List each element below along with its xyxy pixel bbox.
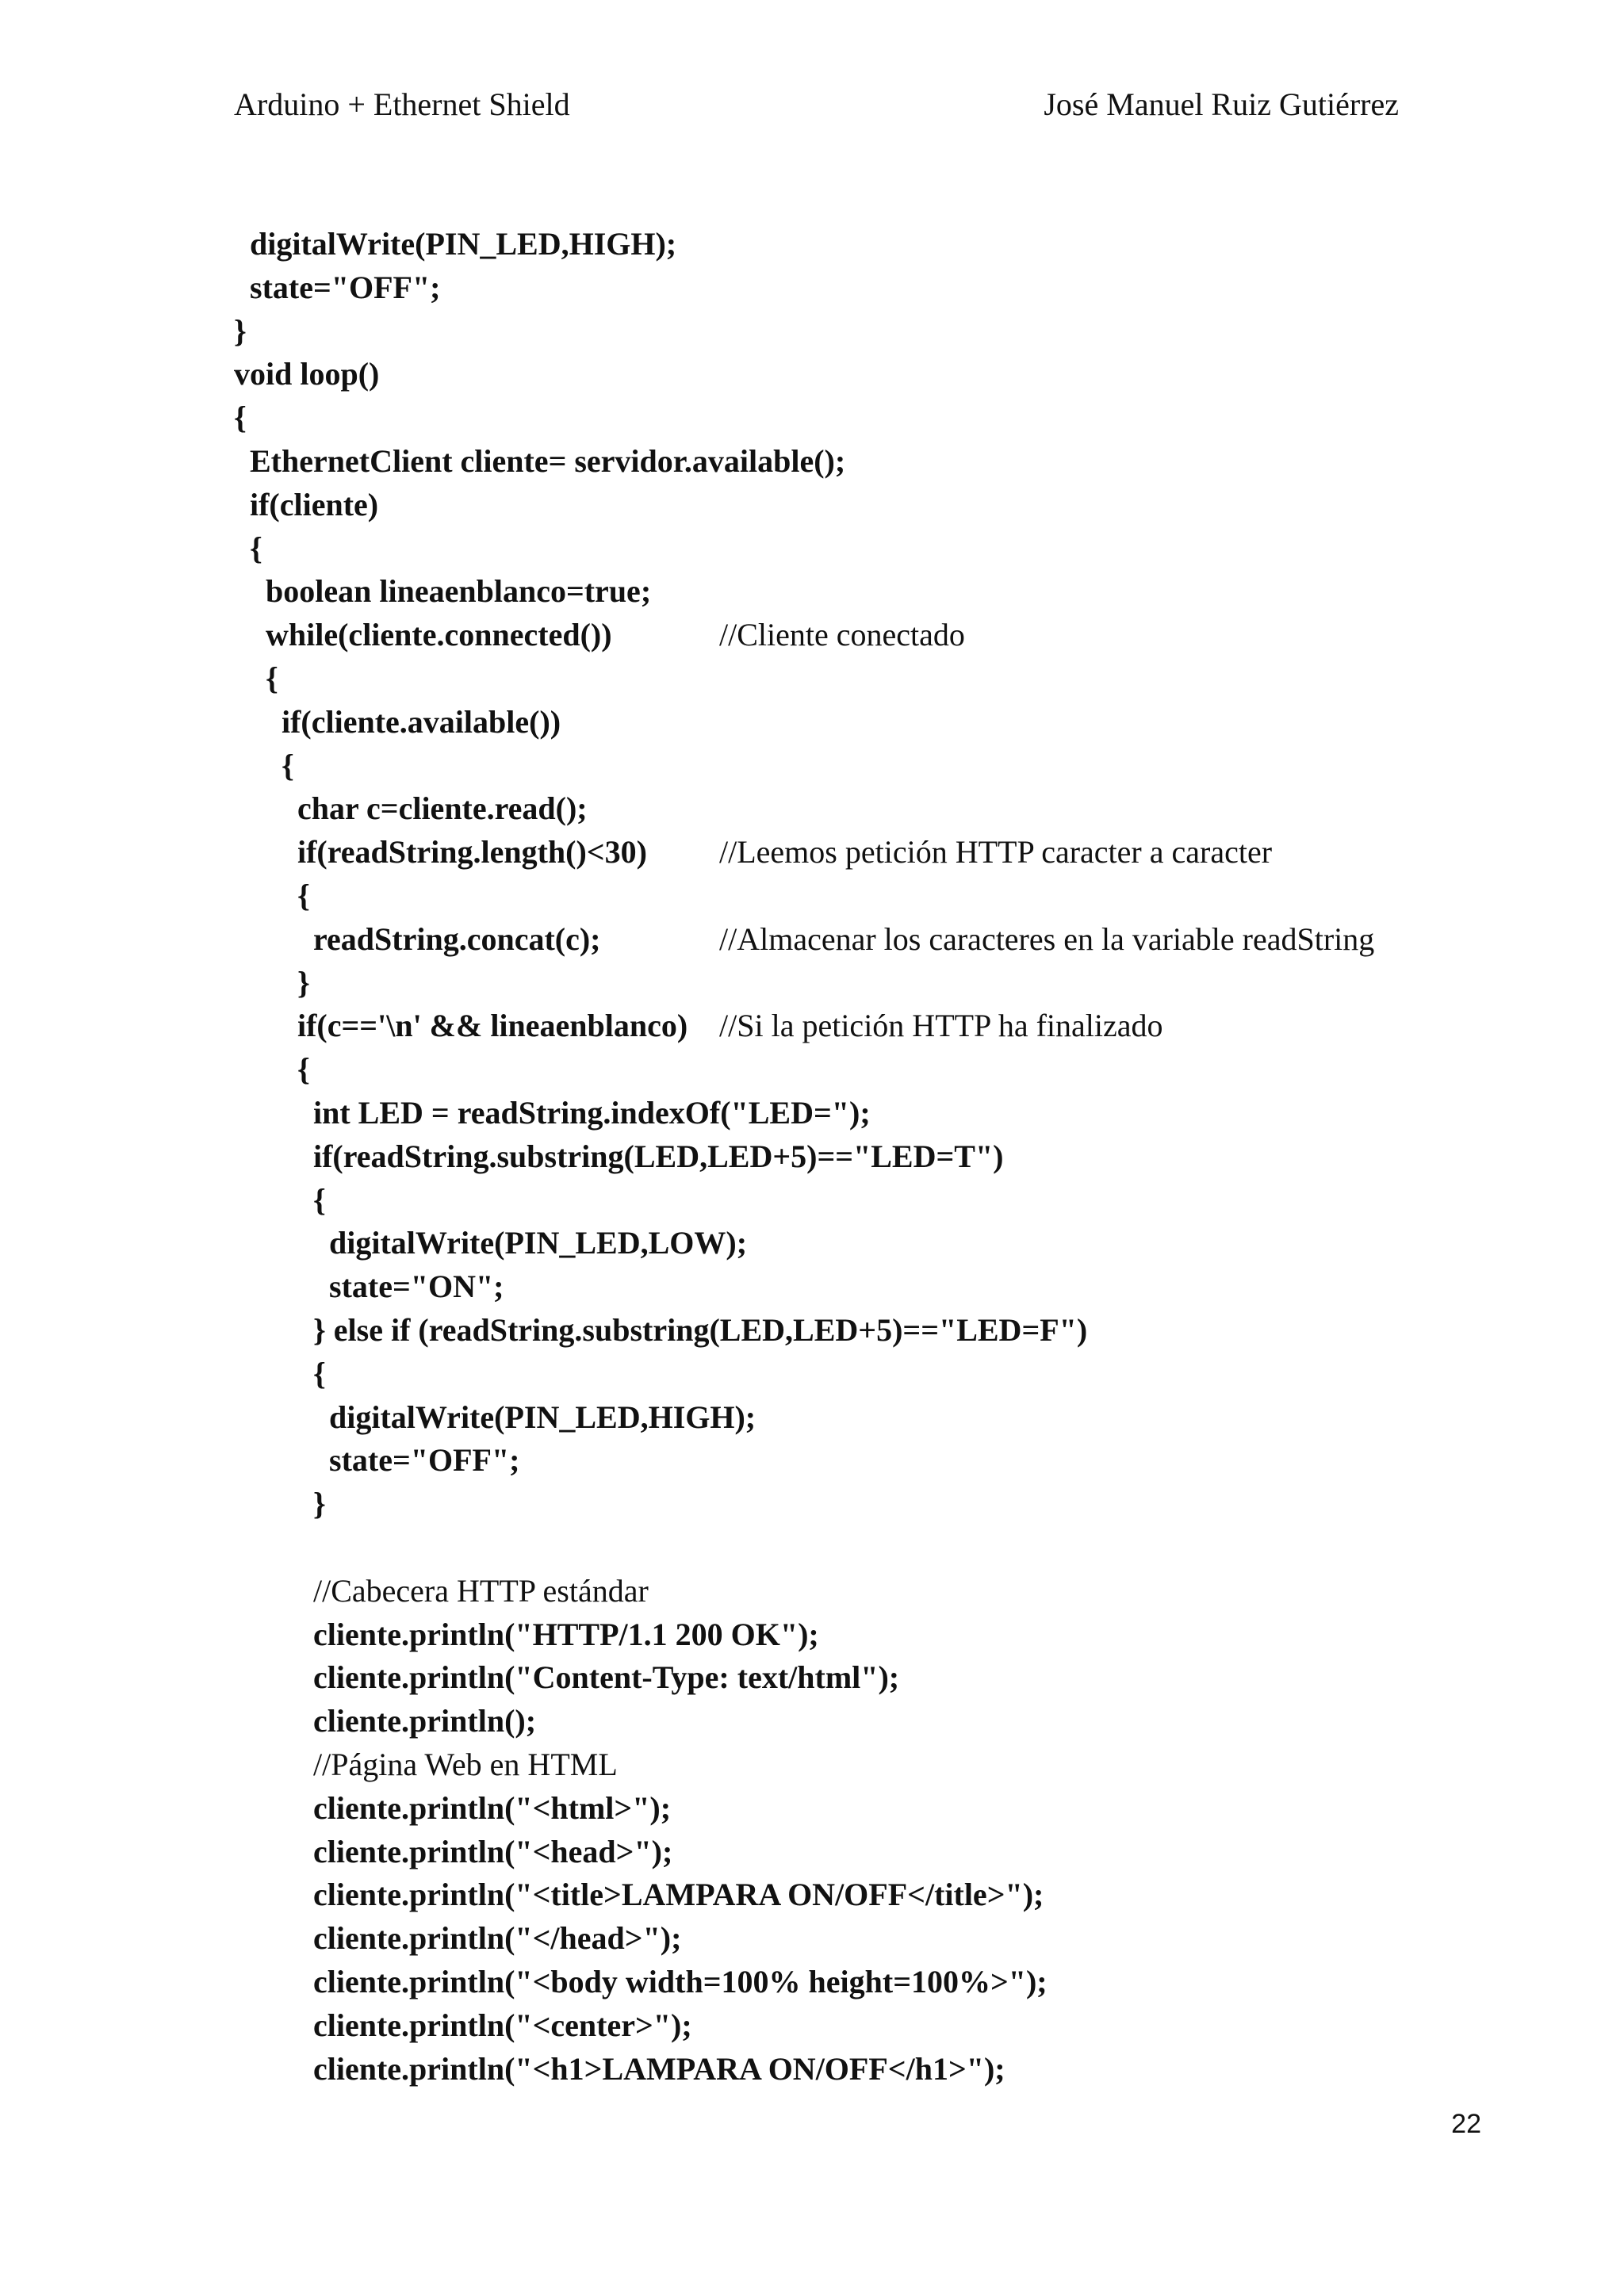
- code-comment: //Página Web en HTML: [234, 1747, 618, 1782]
- code-text: if(cliente): [234, 486, 379, 522]
- code-line: [234, 744, 294, 788]
- code-text: cliente.println("<h1>LAMPARA ON/OFF</h1>");: [234, 2050, 1005, 2087]
- code-text: cliente.println("<body width=100% height=100%>");: [234, 1964, 1048, 1999]
- code-text: if(c=='\n' && lineaenblanco): [234, 1008, 688, 1044]
- code-line: [234, 613, 965, 657]
- code-line: [234, 1786, 671, 1831]
- code-text: {: [234, 878, 310, 913]
- code-line: [234, 874, 310, 918]
- code-line: [234, 1655, 899, 1700]
- code-text: }: [234, 1486, 326, 1522]
- code-text: digitalWrite(PIN_LED,LOW);: [234, 1225, 748, 1261]
- code-line: [234, 1916, 681, 1961]
- code-line: [234, 1613, 819, 1657]
- code-text: void loop(): [234, 356, 380, 392]
- code-text: cliente.println("Content-Type: text/html");: [234, 1659, 900, 1696]
- code-text: {: [234, 400, 247, 436]
- code-line: [234, 1265, 504, 1309]
- code-text: cliente.println("</head>");: [234, 1920, 682, 1957]
- code-comment: //Leemos petición HTTP caracter a caracter: [719, 834, 1273, 871]
- code-line: [234, 1830, 672, 1874]
- code-text: if(cliente.available()): [234, 703, 561, 740]
- code-comment: //Cabecera HTTP estándar: [234, 1572, 649, 1609]
- code-line: [234, 396, 247, 440]
- code-line: [234, 266, 440, 310]
- code-line: [234, 1047, 310, 1092]
- code-text: cliente.println("<center>");: [234, 2007, 692, 2043]
- code-text: }: [234, 312, 247, 349]
- code-comment: //Si la petición HTTP ha finalizado: [719, 1008, 1163, 1044]
- code-line: [234, 1178, 326, 1223]
- code-line: [234, 1482, 326, 1526]
- code-text: boolean lineaenblanco=true;: [234, 573, 652, 610]
- code-text: state="OFF";: [234, 269, 441, 305]
- code-line: [234, 786, 588, 831]
- code-text: {: [234, 747, 294, 783]
- code-text: {: [234, 660, 278, 696]
- code-line: [234, 830, 1272, 874]
- code-text: {: [234, 1181, 326, 1218]
- code-line: [234, 1135, 1004, 1179]
- code-line: [234, 700, 561, 744]
- code-line: [234, 1308, 1087, 1353]
- code-line: [234, 2003, 692, 2048]
- code-line: [234, 2047, 1005, 2091]
- code-text: digitalWrite(PIN_LED,HIGH);: [234, 226, 677, 262]
- code-text: cliente.println("<title>LAMPARA ON/OFF</title>");: [234, 1877, 1044, 1913]
- code-text: while(cliente.connected()): [234, 617, 612, 653]
- code-text: int LED = readString.indexOf("LED=");: [234, 1095, 871, 1131]
- code-text: cliente.println("<head>");: [234, 1833, 673, 1869]
- code-line: [234, 1352, 326, 1396]
- code-text: char c=cliente.read();: [234, 790, 588, 827]
- code-text: state="ON";: [234, 1269, 504, 1305]
- code-line: [234, 439, 845, 484]
- code-line: [234, 1438, 519, 1483]
- code-line: [234, 1960, 1048, 2004]
- page-number: 22: [1451, 2109, 1481, 2139]
- code-text: cliente.println("<html>");: [234, 1789, 672, 1826]
- code-line: [234, 526, 262, 571]
- code-line: [234, 483, 378, 527]
- code-text: if(readString.substring(LED,LED+5)=="LED=T"): [234, 1138, 1004, 1174]
- code-line: [234, 1743, 618, 1787]
- code-text: state="OFF";: [234, 1442, 520, 1479]
- code-text: } else if (readString.substring(LED,LED+5)=="LED=F"): [234, 1312, 1088, 1348]
- header-author: José Manuel Ruiz Gutiérrez: [1044, 86, 1399, 122]
- code-text: }: [234, 964, 310, 1001]
- code-comment: //Cliente conectado: [719, 617, 965, 653]
- code-text: {: [234, 530, 262, 566]
- code-line: [234, 917, 1374, 962]
- code-line: [234, 1699, 536, 1743]
- code-text: {: [234, 1355, 326, 1391]
- code-line: [234, 1221, 747, 1265]
- code-text: cliente.println();: [234, 1703, 537, 1739]
- header-title: Arduino + Ethernet Shield: [234, 86, 570, 122]
- code-line: [234, 1091, 871, 1135]
- code-text: EthernetClient cliente= servidor.available();: [234, 443, 846, 479]
- code-line: [234, 1395, 756, 1440]
- code-text: digitalWrite(PIN_LED,HIGH);: [234, 1399, 756, 1435]
- code-comment: //Almacenar los caracteres en la variable readString: [719, 920, 1375, 957]
- code-line: [234, 309, 247, 354]
- code-text: cliente.println("HTTP/1.1 200 OK");: [234, 1616, 819, 1652]
- code-text: readString.concat(c);: [234, 920, 601, 957]
- code-line: [234, 961, 310, 1005]
- code-line: [234, 1873, 1044, 1917]
- code-line: [234, 222, 676, 266]
- code-text: if(readString.length()<30): [234, 834, 647, 871]
- code-line: [234, 569, 651, 614]
- code-text: {: [234, 1051, 310, 1088]
- code-line: [234, 352, 379, 396]
- code-line: [234, 656, 278, 701]
- code-line: [234, 1569, 649, 1613]
- code-line: [234, 1004, 1163, 1048]
